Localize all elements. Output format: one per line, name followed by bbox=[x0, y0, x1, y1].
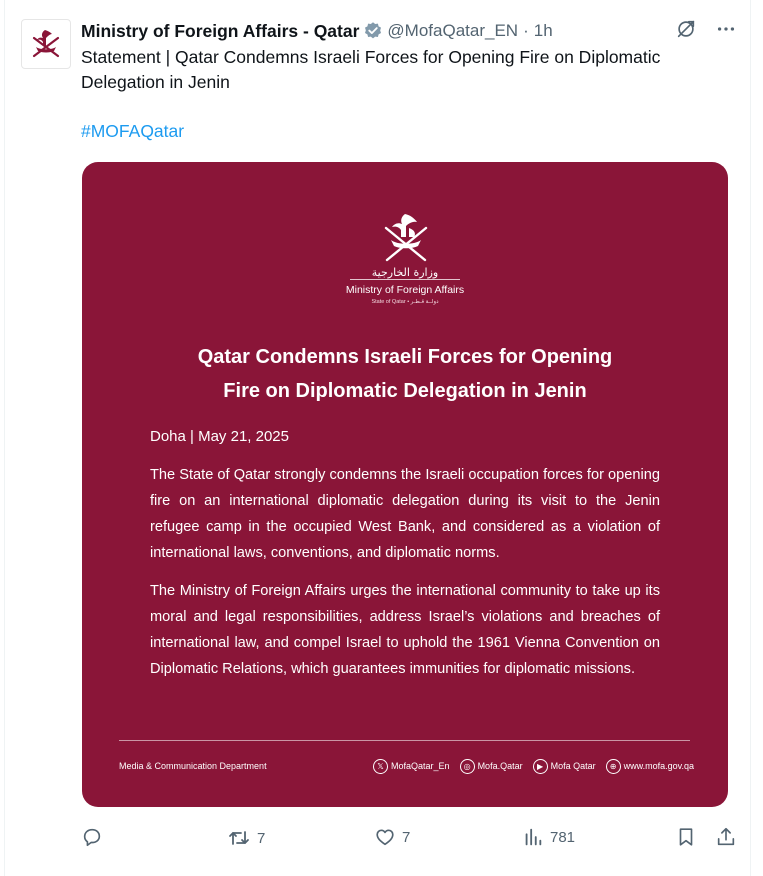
card-title bbox=[142, 340, 668, 408]
footer-socials bbox=[373, 759, 694, 774]
view-count: 781 bbox=[550, 828, 576, 846]
verified-badge-icon[interactable] bbox=[363, 21, 383, 41]
emblem-subtitle: State of Qatar • دولــة قـطـر bbox=[371, 299, 439, 305]
social-instagram bbox=[460, 759, 523, 774]
instagram-icon: ◎ bbox=[460, 759, 475, 774]
analytics-icon bbox=[522, 826, 544, 848]
share-button[interactable] bbox=[715, 826, 737, 848]
x-icon: 𝕏 bbox=[373, 759, 388, 774]
social-x-label: MofaQatar_En bbox=[391, 761, 450, 771]
card-footer bbox=[119, 756, 694, 776]
social-website-label: www.mofa.gov.qa bbox=[623, 761, 694, 771]
social-instagram-label: Mofa.Qatar bbox=[477, 761, 523, 771]
header-actions bbox=[675, 18, 737, 40]
hashtag-link[interactable]: #MOFAQatar bbox=[81, 121, 185, 141]
card-title-line-2: Fire on Diplomatic Delegation in Jenin bbox=[223, 380, 587, 402]
card-paragraph-2: The Ministry of Foreign Affairs urges the international community to take up its moral and legal responsibilities, address Israel’s violations and breaches of international law, and compel Israel to uphold the 1961 Vienna Convention on Diplomatic Relations, which guarantees immunities for diplomatic missions. bbox=[150, 583, 660, 677]
bookmark-button[interactable] bbox=[675, 826, 697, 848]
social-x bbox=[373, 759, 450, 774]
qatar-emblem-icon bbox=[28, 26, 64, 62]
footer-department: Media & Communication Department bbox=[119, 761, 267, 771]
retweet-button[interactable] bbox=[227, 826, 265, 850]
handle[interactable]: @MofaQatar_EN bbox=[387, 21, 519, 40]
social-website bbox=[606, 759, 694, 774]
retweet-icon bbox=[227, 826, 251, 850]
qatar-emblem-icon bbox=[378, 210, 434, 266]
separator-dot: · bbox=[523, 21, 529, 40]
youtube-icon: ▶ bbox=[533, 759, 548, 774]
emblem-rule bbox=[350, 279, 460, 280]
statement-image-card[interactable] bbox=[82, 162, 728, 807]
share-icon bbox=[715, 826, 737, 848]
tweet-actions bbox=[81, 826, 737, 850]
display-name[interactable]: Ministry of Foreign Affairs - Qatar bbox=[81, 20, 360, 41]
social-youtube bbox=[533, 759, 596, 774]
like-button[interactable] bbox=[374, 826, 410, 848]
card-dateline: Doha | May 21, 2025 bbox=[150, 428, 289, 445]
tweet-text: Statement | Qatar Condemns Israeli Forces for Opening Fire on Diplomatic Delegation in Jenin bbox=[81, 47, 661, 92]
social-youtube-label: Mofa Qatar bbox=[550, 761, 596, 771]
views-button[interactable] bbox=[522, 826, 575, 848]
reply-icon bbox=[81, 826, 103, 848]
reply-button[interactable] bbox=[81, 826, 109, 848]
heart-icon bbox=[374, 826, 396, 848]
more-icon[interactable] bbox=[715, 18, 737, 40]
emblem-arabic-text: وزارة الخارجية bbox=[371, 266, 439, 279]
retweet-count: 7 bbox=[257, 829, 266, 847]
card-paragraph-1: The State of Qatar strongly condemns the Israeli occupation forces for opening fire on an international diplomatic delegation during its visit to the Jenin refugee camp in the occupied West Bank, and considered as a violation of international laws, conventions, and diplomatic norms. bbox=[150, 467, 660, 561]
like-count: 7 bbox=[402, 828, 411, 846]
card-divider bbox=[119, 740, 690, 741]
timestamp[interactable]: 1h bbox=[533, 21, 553, 40]
avatar[interactable] bbox=[21, 19, 71, 69]
emblem-english-text: Ministry of Foreign Affairs bbox=[345, 284, 465, 296]
bookmark-icon bbox=[675, 826, 697, 848]
card-title-line-1: Qatar Condemns Israeli Forces for Opening bbox=[197, 346, 613, 368]
tweet-header bbox=[81, 18, 737, 44]
globe-icon: ⊕ bbox=[606, 759, 621, 774]
grok-icon[interactable] bbox=[675, 18, 697, 40]
